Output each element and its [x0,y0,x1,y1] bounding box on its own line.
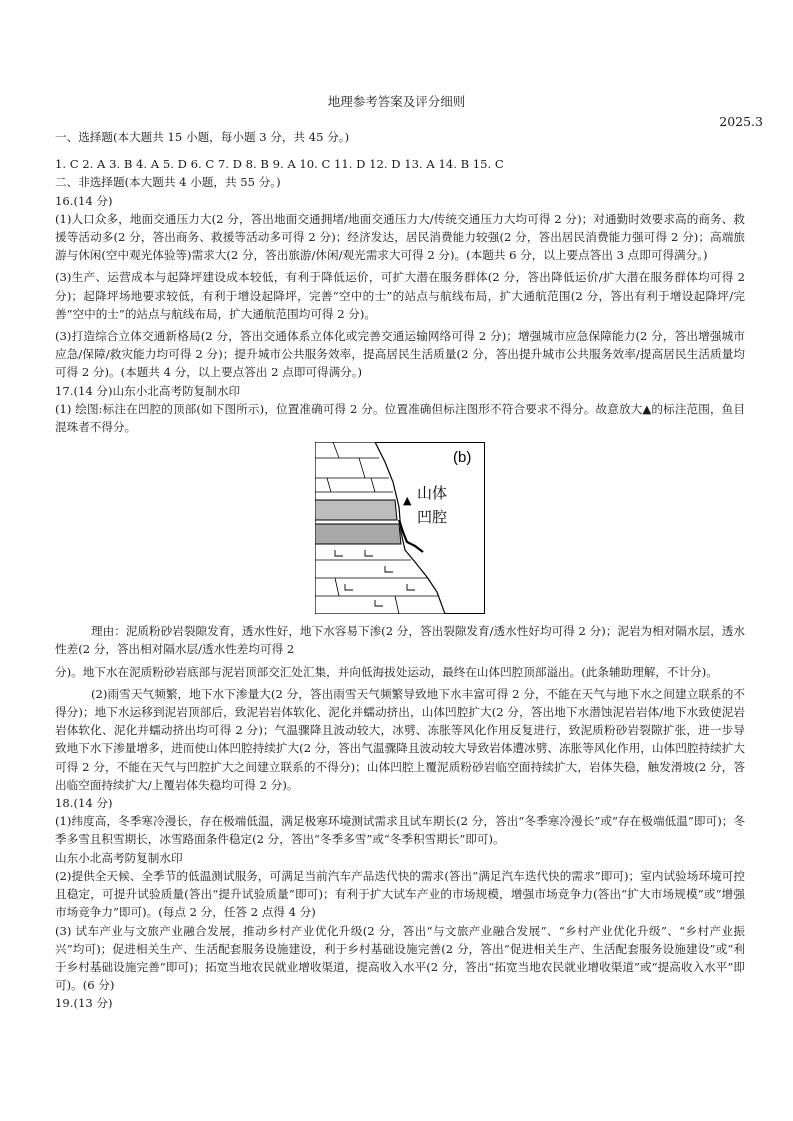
cliff-cavity-figure [315,442,485,614]
figure-label-mountain: 山体 [417,484,448,503]
shaded-layer-upper [315,500,397,520]
q17-part2: (2)雨雪天气频繁，地下水下渗量大(2 分，答出雨雪天气频繁导致地下水丰富可得 2 分，不能在天气与地下水之间建立联系的不得分)；地下水运移到泥岩顶部后，致泥岩岩体软化、泥化并蠕动挤出，山体凹腔扩大(2 分，答出地下水潜蚀泥岩岩体/地下水致使泥岩岩体软化、泥化并蠕动挤出均可得 2 分)；气温骤降且波动较大，冰劈、冻胀等风化作用反复进行，致泥质粉砂岩裂隙扩张，进一步导致地下水下渗量增多，进而使山体凹腔持续扩大(2 分，答出气温骤降且波动较大导致岩体遭冰劈、冻胀等风化作用，山体凹腔持续扩大可得 2 分，不能在天气与凹腔扩大之间建立联系的不得分)；山体凹腔上覆泥质粉砂岩临空面持续扩大，岩体失稳，触发滑坡(2 分，答出临空面持续扩大/上覆岩体失稳均可得 2 分)。 [55,686,745,792]
section1-heading: 一、选择题(本大题共 15 小题，每小题 3 分，共 45 分。) [55,130,350,144]
q16-label: 16.(14 分) [55,193,113,208]
q18-label: 18.(14 分) [55,796,113,811]
q17-part1: (1) 绘图:标注在凹腔的顶部(如下图所示)，位置准确可得 2 分。位置准确但标注图形不符合要求不得分。故意放大▲的标注范围，鱼目混珠者不得分。 [55,401,745,435]
triangle-marker: ▲ [403,494,412,508]
figure-svg [315,442,485,614]
shaded-layer-lower [315,524,401,544]
q16-part1: (1)人口众多，地面交通压力大(2 分，答出地面交通拥堵/地面交通压力大/传统交通压力大均可得 2 分)；对通勤时效要求高的商务、救援等活动多(2 分，答出商务、救援等活动多可得 2 分)；经济发达，居民消费能力较强(2 分，答出居民消费能力强可得 2 分)；高端旅游与休闲(空中观光体验等)需求大(2 分，答出旅游/休闲/观光需求大可得 2 分)。(本题共 6 分，以上要点答出 3 点即可得满分。) [55,211,745,263]
q17-reason-part1: 理由：泥质粉砂岩裂隙发育，透水性好，地下水容易下渗(2 分，答出裂隙发育/透水性好均可得 2 分)；泥岩为相对隔水层，透水性差(2 分，答出相对隔水层/透水性差均可得 2 [55,624,745,657]
q17-reason-part2: 分)。地下水在泥质粉砂岩底部与泥岩顶部交汇处汇集，并向低海拔处运动，最终在山体凹腔顶部溢出。(此条辅助理解，不计分)。 [55,664,718,679]
q18-part1: (1)纬度高，冬季寒冷漫长，存在极端低温，满足极寒环境测试需求且试车期长(2 分，答出“冬季寒冷漫长”或“存在极端低温”即可)；冬季多雪且积雪期长，冰雪路面条件稳定(2 分，答出“冬季多雪”或“冬季积雪期长”即可)。 [55,814,745,847]
section2-heading: 二、非选择题(本大题共 4 小题，共 55 分。) [55,175,281,190]
figure-label-cavity: 凹腔 [417,508,448,527]
document-body [55,128,745,1013]
q16-part2: (3)生产、运营成本与起降坪建设成本较低，有利于降低运价，可扩大潜在服务群体(2 分，答出降低运价/扩大潜在服务群体均可得 2 分)；起降坪场地要求较低，有利于增设起降坪，完善“空中的士”的站点与航线布局，扩大通航范围(2 分，答出有利于增设起降坪/完善“空中的士”的站点与航线布局，扩大通航范围均可得 2 分)。 [55,270,745,321]
q19-label: 19.(13 分) [55,996,113,1011]
q16-part3: (3)打造综合立体交通新格局(2 分，答出交通体系立体化或完善交通运输网络可得 2 分)；增强城市应急保障能力(2 分，答出增强城市应急/保障/救灾能力均可得 2 分)；提升城市公共服务效率，提高居民生活质量(2 分，答出提升城市公共服务效率/提高居民生活质量均可得 2 分)。(本题共 4 分，以上要点答出 2 点即可得满分。) [55,329,745,380]
q18-part3: (3) 试车产业与文旅产业融合发展，推动乡村产业优化升级(2 分，答出“与文旅产业融合发展”、“乡村产业优化升级”、“乡村产业振兴”均可)；促进相关生产、生活配套服务设施建设，利于乡村基础设施完善(2 分，答出“促进相关生产、生活配套服务设施建设”或“利于乡村基础设施完善”即可)；拓宽当地农民就业增收渠道，提高收入水平(2 分，答出“拓宽当地农民就业增收渠道”或“提高收入水平”即可)。(6 分) [55,923,745,993]
choice-answers: 1. C 2. A 3. B 4. A 5. D 6. C 7. D 8. B 9. A 10. C 11. D 12. D 13. A 14. B 15. C [55,157,504,172]
q18-part2: (2)提供全天候、全季节的低温测试服务，可满足当前汽车产品迭代快的需求(答出“满足汽车迭代快的需求”即可)；室内试验场环境可控且稳定，可提升试验质量(答出“提升试验质量”即可)；有利于扩大试车产业的市场规模，增强市场竞争力(答出“扩大市场规模”或“增强市场竞争力”即可)。(每点 2 分，任答 2 点得 4 分) [55,868,745,920]
page-date: 2025.3 [719,114,763,129]
page-title: 地理参考答案及评分细则 [327,94,466,109]
figure-label-b: (b) [453,449,472,467]
q18-watermark: 山东小北高考防复制水印 [55,850,183,865]
q17-label: 17.(14 分)山东小北高考防复制水印 [55,383,241,398]
